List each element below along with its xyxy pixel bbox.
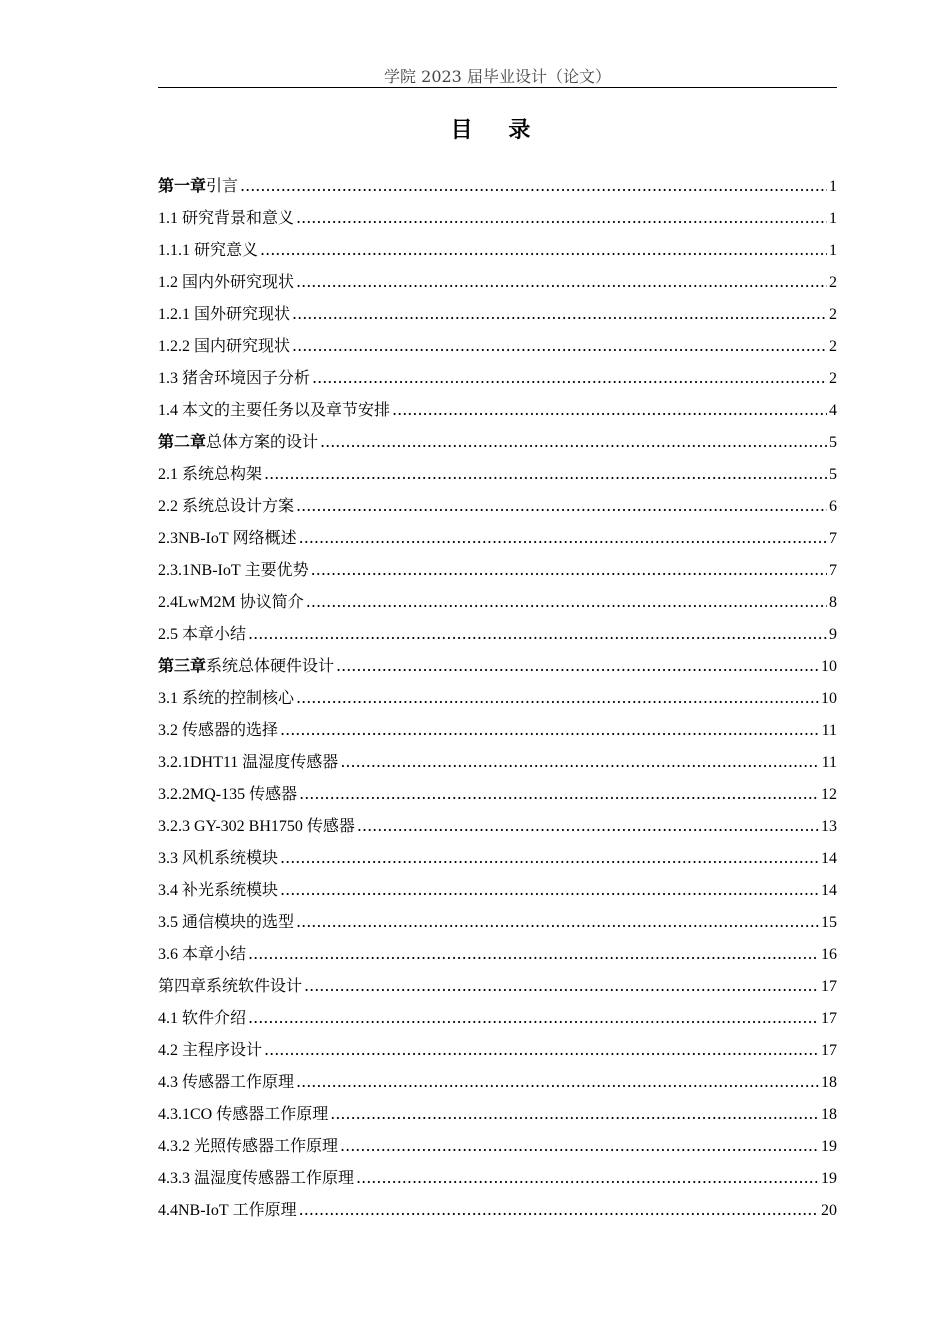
toc-page-number: 7 <box>829 562 837 579</box>
toc-page-number: 2 <box>829 306 837 323</box>
toc-page-number: 1 <box>829 178 837 195</box>
toc-leader-dots <box>292 298 827 330</box>
toc-leader-dots <box>280 874 819 906</box>
toc-entry-title: 系统总构架 <box>182 464 263 483</box>
toc-leader-dots <box>280 842 819 874</box>
toc-entry-number: 3.4 <box>158 882 178 899</box>
toc-leader-dots <box>296 906 819 938</box>
toc-leader-dots <box>299 778 819 810</box>
toc-page-number: 14 <box>821 850 837 867</box>
toc-entry[interactable] <box>158 266 837 298</box>
toc-entry[interactable] <box>158 170 837 202</box>
toc-page-number: 4 <box>829 402 837 419</box>
toc-page-number: 19 <box>821 1138 837 1155</box>
page-title: 目 录 <box>450 117 545 143</box>
toc-leader-dots <box>264 458 827 490</box>
toc-entry-number: 2.3.1NB-IoT <box>158 562 241 579</box>
toc-leader-dots <box>336 650 819 682</box>
toc-leader-dots <box>264 1034 819 1066</box>
toc-leader-dots <box>304 970 819 1002</box>
toc-leader-dots <box>248 1002 819 1034</box>
toc-entry[interactable] <box>158 522 837 554</box>
toc-entry-number: 2.1 <box>158 466 178 483</box>
toc-entry-number: 1.3 <box>158 370 178 387</box>
toc-entry-number: 1.1 <box>158 210 178 227</box>
toc-entry-number: 3.1 <box>158 690 178 707</box>
toc-page-number: 2 <box>829 338 837 355</box>
toc-entry-title: 国内研究现状 <box>194 336 291 355</box>
toc-entry-title: 传感器的选择 <box>182 720 279 739</box>
toc-entry[interactable] <box>158 1098 837 1130</box>
toc-entry-number: 1.2.1 <box>158 306 190 323</box>
toc-entry-title: 猪舍环境因子分析 <box>182 368 311 387</box>
table-of-contents <box>158 170 837 1226</box>
toc-entry-number: 3.2.2MQ-135 <box>158 786 246 803</box>
toc-entry-title: 研究背景和意义 <box>182 208 295 227</box>
toc-leader-dots <box>296 266 827 298</box>
toc-entry[interactable] <box>158 938 837 970</box>
toc-entry-title: 引言 <box>206 176 239 195</box>
toc-leader-dots <box>299 1194 819 1226</box>
toc-entry-title: 工作原理 <box>232 1200 297 1219</box>
toc-page-number: 13 <box>821 818 837 835</box>
toc-entry[interactable] <box>158 618 837 650</box>
toc-entry-title: 网络概述 <box>232 528 297 547</box>
toc-entry-number: 4.3 <box>158 1074 178 1091</box>
toc-leader-dots <box>330 1098 819 1130</box>
toc-page-number: 12 <box>821 786 837 803</box>
toc-page-number: 18 <box>821 1106 837 1123</box>
toc-entry[interactable] <box>158 650 837 682</box>
toc-entry-title: 温湿度传感器 <box>242 752 339 771</box>
toc-entry[interactable] <box>158 362 837 394</box>
toc-leader-dots <box>392 394 827 426</box>
toc-entry-number: 1.1.1 <box>158 242 190 259</box>
toc-entry-number: 3.6 <box>158 946 178 963</box>
toc-entry-title: 传感器 <box>306 816 355 835</box>
toc-entry-title: 传感器工作原理 <box>182 1072 295 1091</box>
toc-entry-title: 总体方案的设计 <box>206 432 319 451</box>
toc-entry[interactable] <box>158 842 837 874</box>
toc-entry[interactable] <box>158 682 837 714</box>
toc-leader-dots <box>320 426 827 458</box>
toc-page-number: 17 <box>821 1042 837 1059</box>
toc-entry-title: 协议简介 <box>239 592 304 611</box>
toc-page-number: 8 <box>829 594 837 611</box>
toc-entry[interactable] <box>158 874 837 906</box>
toc-page-number: 17 <box>821 1010 837 1027</box>
toc-entry[interactable] <box>158 394 837 426</box>
toc-page-number: 6 <box>829 498 837 515</box>
toc-entry-title: 研究意义 <box>194 240 259 259</box>
toc-entry[interactable] <box>158 746 837 778</box>
toc-entry-number: 第四章 <box>158 978 207 995</box>
toc-page-number: 9 <box>829 626 837 643</box>
toc-entry-number: 1.4 <box>158 402 178 419</box>
toc-entry-title: 国内外研究现状 <box>182 272 295 291</box>
toc-entry-number: 4.3.3 <box>158 1170 190 1187</box>
toc-leader-dots <box>357 810 819 842</box>
toc-page-number: 1 <box>829 242 837 259</box>
toc-entry-title: 主程序设计 <box>182 1040 263 1059</box>
toc-entry-number: 4.1 <box>158 1010 178 1027</box>
toc-entry-title: 本章小结 <box>182 944 247 963</box>
toc-entry-title: 传感器工作原理 <box>216 1104 329 1123</box>
toc-entry-title: 光照传感器工作原理 <box>194 1136 339 1155</box>
toc-leader-dots <box>260 234 827 266</box>
toc-entry[interactable] <box>158 426 837 458</box>
toc-entry-number: 3.5 <box>158 914 178 931</box>
toc-entry-title: 风机系统模块 <box>182 848 279 867</box>
toc-entry-number: 4.3.1CO <box>158 1106 213 1123</box>
toc-entry-number: 第一章 <box>158 178 207 195</box>
toc-entry[interactable] <box>158 970 837 1002</box>
toc-page-number: 10 <box>821 658 837 675</box>
toc-entry-number: 2.3NB-IoT <box>158 530 229 547</box>
toc-entry[interactable] <box>158 202 837 234</box>
toc-entry-title: 补光系统模块 <box>182 880 279 899</box>
toc-entry[interactable] <box>158 490 837 522</box>
toc-leader-dots <box>299 522 827 554</box>
toc-page-number: 11 <box>821 754 837 771</box>
toc-entry[interactable] <box>158 1162 837 1194</box>
toc-leader-dots <box>296 682 819 714</box>
toc-page-number: 2 <box>829 274 837 291</box>
toc-leader-dots <box>340 1130 819 1162</box>
toc-page-number: 16 <box>821 946 837 963</box>
toc-page-number: 19 <box>821 1170 837 1187</box>
toc-entry[interactable] <box>158 1130 837 1162</box>
toc-entry-number: 第二章 <box>158 434 207 451</box>
toc-entry-number: 3.3 <box>158 850 178 867</box>
toc-page-number: 14 <box>821 882 837 899</box>
toc-page-number: 15 <box>821 914 837 931</box>
toc-entry-title: 软件介绍 <box>182 1008 247 1027</box>
toc-entry[interactable] <box>158 1194 837 1226</box>
toc-entry-number: 2.4LwM2M <box>158 594 236 611</box>
toc-entry-number: 3.2.3 GY-302 BH1750 <box>158 818 303 835</box>
toc-leader-dots <box>311 554 827 586</box>
toc-entry-number: 1.2.2 <box>158 338 190 355</box>
toc-entry-number: 第三章 <box>158 658 207 675</box>
toc-page-number: 1 <box>829 210 837 227</box>
toc-page-number: 11 <box>821 722 837 739</box>
toc-entry-title: 国外研究现状 <box>194 304 291 323</box>
toc-leader-dots <box>280 714 820 746</box>
toc-entry-number: 4.2 <box>158 1042 178 1059</box>
toc-entry[interactable] <box>158 714 837 746</box>
toc-entry[interactable] <box>158 810 837 842</box>
toc-entry-number: 4.4NB-IoT <box>158 1202 229 1219</box>
toc-leader-dots <box>340 746 819 778</box>
toc-entry-title: 本文的主要任务以及章节安排 <box>182 400 391 419</box>
toc-leader-dots <box>240 170 827 202</box>
toc-page-number: 10 <box>821 690 837 707</box>
toc-entry-number: 1.2 <box>158 274 178 291</box>
toc-page-number: 5 <box>829 434 837 451</box>
toc-entry-title: 温湿度传感器工作原理 <box>194 1168 355 1187</box>
toc-leader-dots <box>248 618 827 650</box>
toc-entry[interactable] <box>158 1066 837 1098</box>
toc-leader-dots <box>356 1162 819 1194</box>
toc-entry-title: 系统的控制核心 <box>182 688 295 707</box>
toc-entry-title: 系统总设计方案 <box>182 496 295 515</box>
toc-entry-title: 系统总体硬件设计 <box>206 656 335 675</box>
toc-leader-dots <box>292 330 827 362</box>
toc-entry-number: 4.3.2 <box>158 1138 190 1155</box>
toc-entry[interactable] <box>158 586 837 618</box>
toc-leader-dots <box>296 490 827 522</box>
running-header: 学院 2023 届毕业设计（论文） <box>384 67 611 86</box>
toc-page-number: 18 <box>821 1074 837 1091</box>
toc-entry[interactable] <box>158 906 837 938</box>
toc-entry-title: 主要优势 <box>244 560 309 579</box>
toc-entry-number: 3.2 <box>158 722 178 739</box>
toc-entry[interactable] <box>158 778 837 810</box>
toc-entry[interactable] <box>158 330 837 362</box>
toc-leader-dots <box>248 938 819 970</box>
toc-page-number: 7 <box>829 530 837 547</box>
toc-entry-title: 本章小结 <box>182 624 247 643</box>
toc-entry[interactable] <box>158 1002 837 1034</box>
toc-page-number: 20 <box>821 1202 837 1219</box>
toc-leader-dots <box>296 202 827 234</box>
toc-entry[interactable] <box>158 298 837 330</box>
toc-entry-title: 传感器 <box>249 784 298 803</box>
toc-leader-dots <box>306 586 827 618</box>
toc-entry[interactable] <box>158 458 837 490</box>
toc-entry-number: 2.2 <box>158 498 178 515</box>
toc-entry-number: 3.2.1DHT11 <box>158 754 239 771</box>
toc-page-number: 17 <box>821 978 837 995</box>
toc-page-number: 5 <box>829 466 837 483</box>
toc-leader-dots <box>296 1066 819 1098</box>
toc-entry-number: 2.5 <box>158 626 178 643</box>
toc-entry[interactable] <box>158 234 837 266</box>
toc-entry-title: 系统软件设计 <box>206 976 303 995</box>
header-rule <box>158 87 837 88</box>
toc-entry[interactable] <box>158 1034 837 1066</box>
toc-page-number: 2 <box>829 370 837 387</box>
toc-entry[interactable] <box>158 554 837 586</box>
toc-leader-dots <box>312 362 827 394</box>
toc-entry-title: 通信模块的选型 <box>182 912 295 931</box>
